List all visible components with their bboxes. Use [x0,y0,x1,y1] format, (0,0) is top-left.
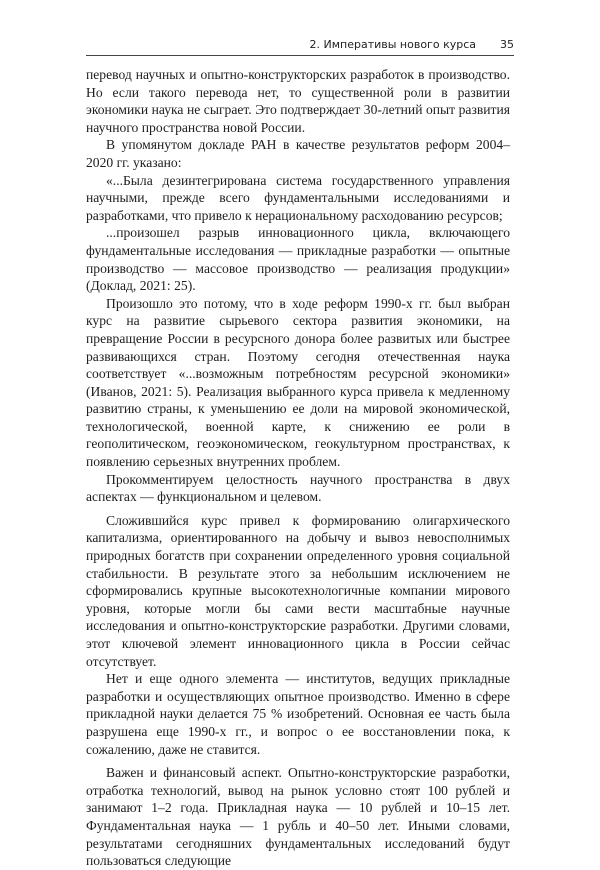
paragraph-6: Нет и еще одного элемента — институтов, ведущих прикладные разработки и осуществляющих опытное производство. Именно в сфере прикладной науки делается 75 % изобретений. Основная ее часть была разрушена еще 1990-х гг., и вопрос о ее восстановлении пока, к сожалению, даже не ставится. [86,671,510,757]
paragraph-4: Прокомментируем целостность научного пространства в двух аспектах — функциональном и целевом. [86,471,510,505]
paragraph-1: перевод научных и опытно-конструкторских разработок в производство. Но если такого перевода нет, то существенной роли в развитии экономики наука не сыграет. Это подтверждает 30-летний опыт развития научного пространства новой России. [86,67,510,135]
paragraph-5: Сложившийся курс привел к формированию олигархического капитализма, ориентированного на добычу и вывоз невосполнимых природных богатств при сохранении определенного уровня социальной стабильности. В результате этого за небольшим исключением не сформировались крупные высокотехнологичные компании мирового уровня, которые могли бы сами вести масштабные научные исследования и опытно-конструкторские разработки. Другими словами, этот ключевой элемент инновационного цикла в России сейчас отсутствует. [86,512,510,669]
body-text [86,66,510,870]
header-rule [86,55,514,56]
paragraph-7: Важен и финансовый аспект. Опытно-конструкторские разработки, отработка технологий, вывод на рынок условно стоят 100 рублей и занимают 1–2 года. Прикладная наука — 10 рублей и 10–15 лет. Фундаментальная наука — 1 рубль и 40–50 лет. Иными словами, результатами сегодняшних фундаментальных исследований будут пользоваться следующие [86,765,510,869]
quote-1: «...Была дезинтегрирована система государственного управления научными, прежде всего фундаментальными исследованиями и разработками, что привело к нерациональному расходованию ресурсов; [86,172,510,223]
paragraph-3: Произошло это потому, что в ходе реформ 1990-х гг. был выбран курс на развитие сырьевого сектора развития экономики, на превращение России в ресурсного донора более развитых или быстрее развивающихся стран. Поэтому сегодня отечественная наука соответствует «...возможным потребностям ресурсной экономики» (Иванов, 2021: 5). Реализация выбранного курса привела к медленному развитию страны, к уменьшению ее доли на мировой экономической, технологической, военной карте, к снижению ее роли в геополитическом, геоэкономическом, геокультурном пространствах, к появлению серьезных внутренних проблем. [86,295,510,470]
quote-2: ...произошел разрыв инновационного цикла, включающего фундаментальные исследования — прикладные разработки — опытные производство — массовое производство — реализация продукции» (Доклад, 2021: 25). [86,225,510,294]
page-number: 35 [500,38,514,51]
chapter-title: 2. Императивы нового курса [309,38,476,51]
paragraph-2: В упомянутом докладе РАН в качестве результатов реформ 2004–2020 гг. указано: [86,137,510,170]
